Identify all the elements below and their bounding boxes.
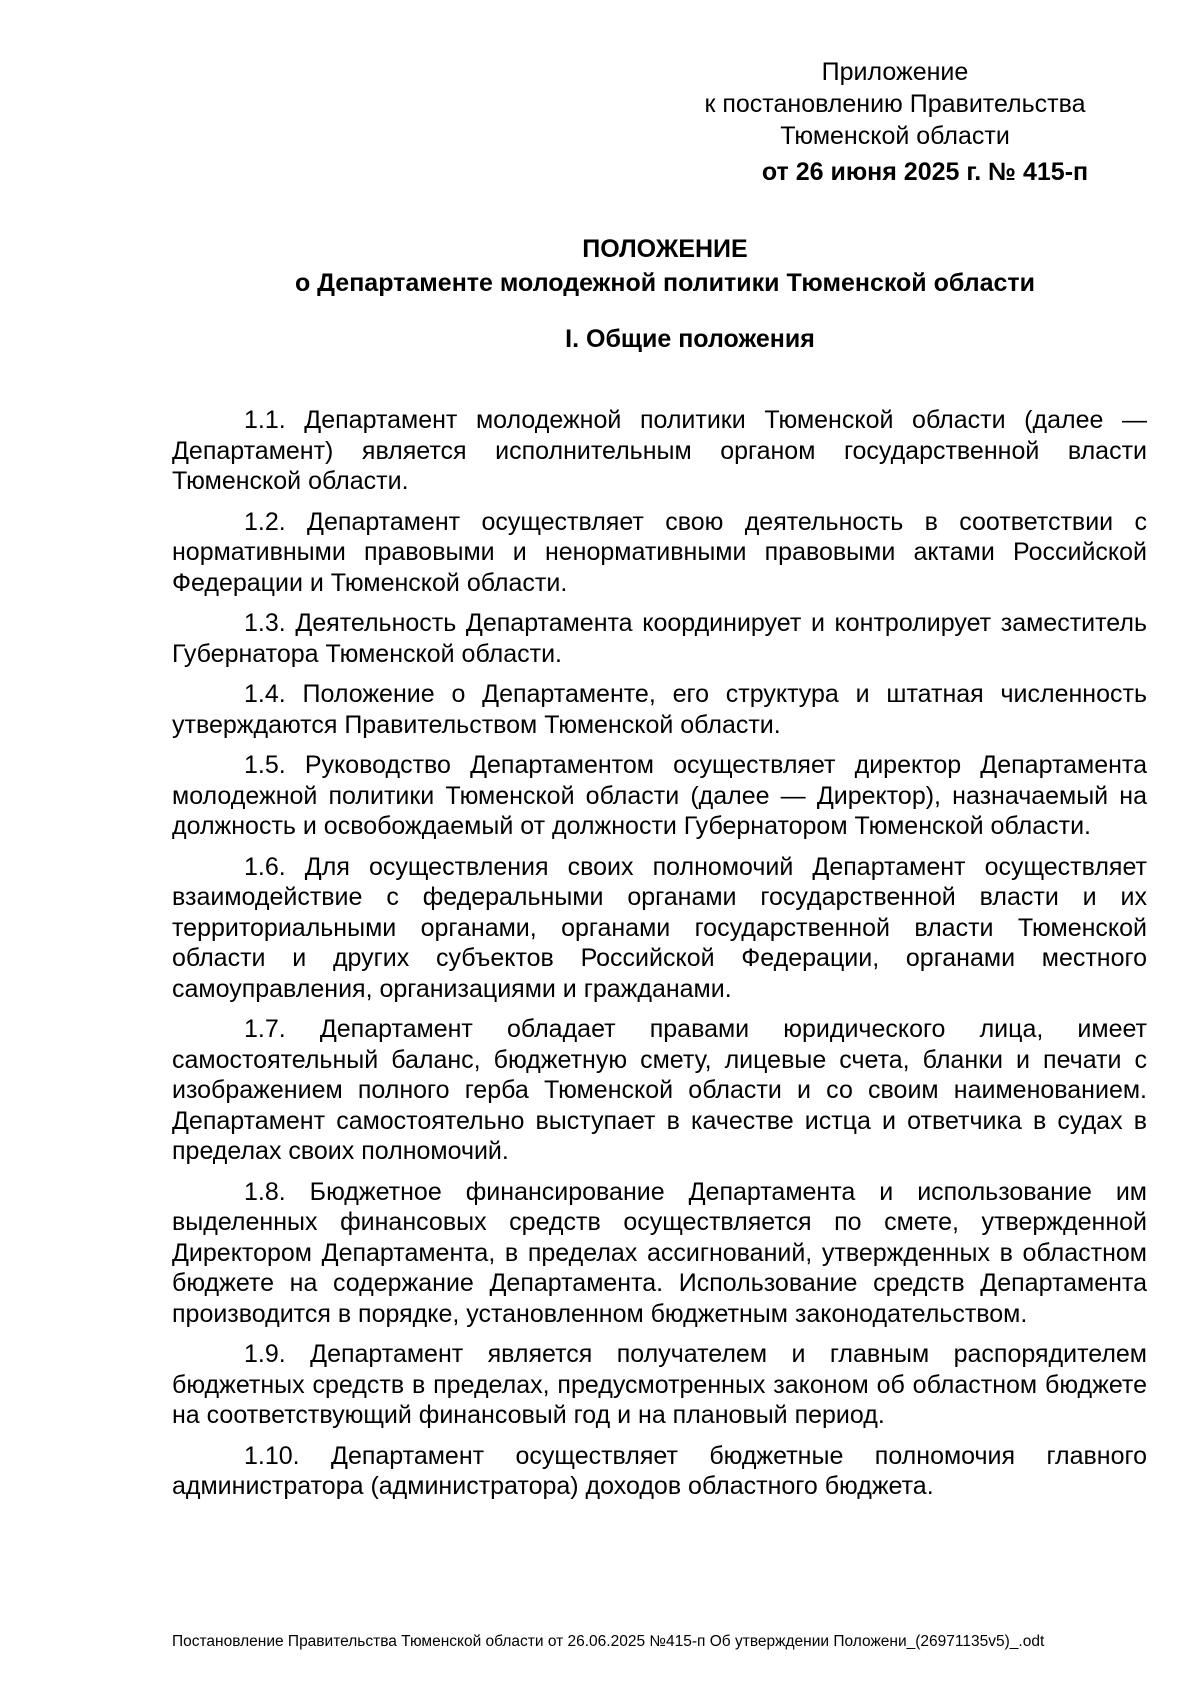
- title-subtitle: о Департаменте молодежной политики Тюменской области: [294, 269, 1036, 297]
- paragraph-1-5: 1.5. Руководство Департаментом осуществляет директор Департамента молодежной политики Тюменской области (далее — Директор), назначаемый на должность и освобождаемый от должности Губернатором Тюменской области.: [172, 751, 1147, 840]
- paragraph-1-10: 1.10. Департамент осуществляет бюджетные полномочия главного администратора (администратора) доходов областного бюджета.: [172, 1441, 1147, 1500]
- paragraph-1-6: 1.6. Для осуществления своих полномочий Департамент осуществляет взаимодействие с федеральными органами государственной власти и их территориальными органами, органами государственной власти Тюменской области и других субъектов Российской Федерации, органами местного самоуправления, организациями и гражданами.: [172, 852, 1147, 1003]
- appendix-resolution: к постановлению Правительства: [704, 90, 1086, 118]
- section-heading: I. Общие положения: [565, 325, 815, 353]
- document-body: [172, 405, 1147, 1512]
- page-footer: Постановление Правительства Тюменской области от 26.06.2025 №415-п Об утверждении Положени_(26971135v5)_.odt: [172, 1633, 1045, 1650]
- paragraph-1-9: 1.9. Департамент является получателем и главным распорядителем бюджетных средств в пределах, предусмотренных законом об областном бюджете на соответствующий финансовый год и на плановый период.: [172, 1340, 1147, 1429]
- appendix-date-number: от 26 июня 2025 г. № 415-п: [761, 158, 1089, 186]
- document-title: [240, 232, 1090, 300]
- appendix-region: Тюменской области: [780, 122, 1010, 150]
- appendix-label: Приложение: [821, 58, 969, 86]
- paragraph-1-2: 1.2. Департамент осуществляет свою деятельность в соответствии с нормативными правовыми и ненормативными правовыми актами Российской Федерации и Тюменской области.: [172, 507, 1147, 597]
- paragraph-1-4: 1.4. Положение о Департаменте, его структура и штатная численность утверждаются Правительством Тюменской области.: [172, 680, 1147, 739]
- appendix-block: [660, 56, 1130, 188]
- title-main: ПОЛОЖЕНИЕ: [582, 235, 748, 263]
- paragraph-1-3: 1.3. Деятельность Департамента координирует и контролирует заместитель Губернатора Тюменской области.: [172, 609, 1147, 668]
- paragraph-1-1: 1.1. Департамент молодежной политики Тюменской области (далее — Департамент) является исполнительным органом государственной власти Тюменской области.: [172, 406, 1147, 495]
- paragraph-1-8: 1.8. Бюджетное финансирование Департамента и использование им выделенных финансовых средств осуществляется по смете, утвержденной Директором Департамента, в пределах ассигнований, утвержденных в областном бюджете на содержание Департамента. Использование средств Департамента производится в порядке, установленном бюджетным законодательством.: [172, 1177, 1147, 1328]
- paragraph-1-7: 1.7. Департамент обладает правами юридического лица, имеет самостоятельный баланс, бюджетную смету, лицевые счета, бланки и печати с изображением полного герба Тюменской области и со своим наименованием. Департамент самостоятельно выступает в качестве истца и ответчика в судах в пределах своих полномочий.: [172, 1015, 1147, 1165]
